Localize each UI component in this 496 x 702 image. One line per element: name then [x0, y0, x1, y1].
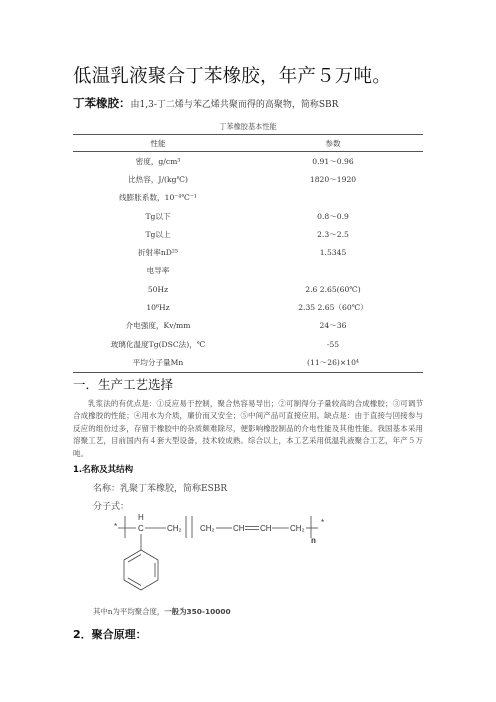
- h-atom: H: [138, 513, 144, 522]
- polymerization-note: [93, 606, 231, 617]
- table-row: [73, 298, 423, 316]
- end-star-left: *: [114, 522, 118, 531]
- subheading-name-structure: 1.名称及其结构: [73, 465, 134, 475]
- subheading-polymerization-principle: 2．聚合原理：: [73, 628, 147, 641]
- table-row: [73, 243, 423, 261]
- row-name: 玻璃化温度Tg(DSC法)，℃: [110, 339, 206, 349]
- row-name: 10⁶Hz: [146, 303, 170, 313]
- row-value: 0.8～0.9: [317, 211, 349, 221]
- row-value: 2.35 2.65（60℃）: [298, 303, 368, 313]
- row-value: 1.5345: [319, 248, 347, 258]
- header-parameter: 参数: [325, 138, 341, 148]
- process-paragraph: 乳浆法的有优点是：①反应易于控制，聚合热容易导出；②可制得分子量较高的合成橡胶；③可调节合成橡胶的性能；④用水为介质，廉价而又安全；⑤中间产品可直接应用。缺点是：由于直接与回接参与反应的组份过多，存留于橡胶中的杂质颇难除尽，便影响橡胶制品的介电性能及其他性能。我国基本采用溶聚工艺，目前国内有４套大型设备，技术较成熟。综合以上，本工艺采用低温乳液聚合工艺，年产５万吨。: [73, 399, 423, 458]
- table-row: [73, 170, 423, 188]
- table-header-row: [73, 135, 423, 152]
- table-row: [73, 335, 423, 353]
- row-value: -55: [326, 339, 340, 349]
- table-row: [73, 262, 423, 280]
- section-heading-process: 一．生产工艺选择: [73, 377, 174, 392]
- header-property: 性能: [150, 138, 166, 148]
- table-row: [73, 189, 423, 207]
- row-name: Tg以下: [145, 211, 171, 221]
- table-row: [73, 280, 423, 298]
- table-row: [73, 207, 423, 225]
- row-name: 电导率: [146, 266, 170, 276]
- table-caption: 丁苯橡胶基本性能: [219, 122, 277, 131]
- property-table: [73, 134, 423, 373]
- table-row: [73, 225, 423, 243]
- note-text: 其中n为平均聚合度，: [93, 607, 165, 616]
- name-line: 名称：乳聚丁苯橡胶，简称ESBR: [93, 484, 228, 494]
- row-value: (11～26)×10⁴: [307, 357, 359, 367]
- ring-double-bond: [128, 578, 141, 586]
- benzene-ring: [124, 550, 158, 590]
- row-value: 0.91～0.96: [312, 156, 354, 166]
- table-row: [73, 317, 423, 335]
- table-row: [73, 152, 423, 170]
- table-row: [73, 353, 423, 371]
- note-bold: 一般为350-10000: [164, 607, 231, 616]
- row-name: Tg以上: [145, 229, 171, 239]
- intro-text: 由1,3-丁二烯与苯乙烯共聚而得的高聚物，简称SBR: [130, 100, 339, 110]
- ch2-group-a: CH₂: [167, 524, 182, 533]
- row-name: 介电强度，Kv/mm: [125, 321, 191, 331]
- formula-label: 分子式：: [93, 502, 130, 512]
- row-name: 线膨胀系数，10⁻⁴℃⁻¹: [119, 193, 197, 203]
- row-name: 比热容，J/(kg℃): [128, 174, 188, 184]
- end-star-right: *: [321, 518, 325, 527]
- ch-group-b: CH: [260, 524, 272, 533]
- row-value: 1820～1920: [309, 174, 357, 184]
- document-title: 低温乳液聚合丁苯橡胶，年产５万吨。: [73, 66, 391, 87]
- row-name: 50Hz: [147, 284, 169, 294]
- c-atom: C: [138, 524, 144, 533]
- intro-term: 丁苯橡胶：: [73, 96, 131, 110]
- ch2-group-b: CH₂: [200, 524, 215, 533]
- intro-line: [73, 95, 338, 111]
- row-value: 2.6 2.65(60℃): [305, 284, 361, 294]
- ch2-group-c: CH₂: [290, 524, 305, 533]
- row-value: 2.3～2.5: [317, 229, 349, 239]
- ch-group-a: CH: [233, 524, 245, 533]
- subscript-n: n: [311, 536, 316, 545]
- ring-double-bond: [128, 555, 141, 563]
- structural-formula: [108, 510, 358, 600]
- row-name: 密度，g/cm³: [135, 156, 181, 166]
- row-name: 折射率nD²⁵: [138, 248, 178, 258]
- row-value: 24～36: [319, 321, 347, 331]
- row-name: 平均分子量Mn: [132, 357, 184, 367]
